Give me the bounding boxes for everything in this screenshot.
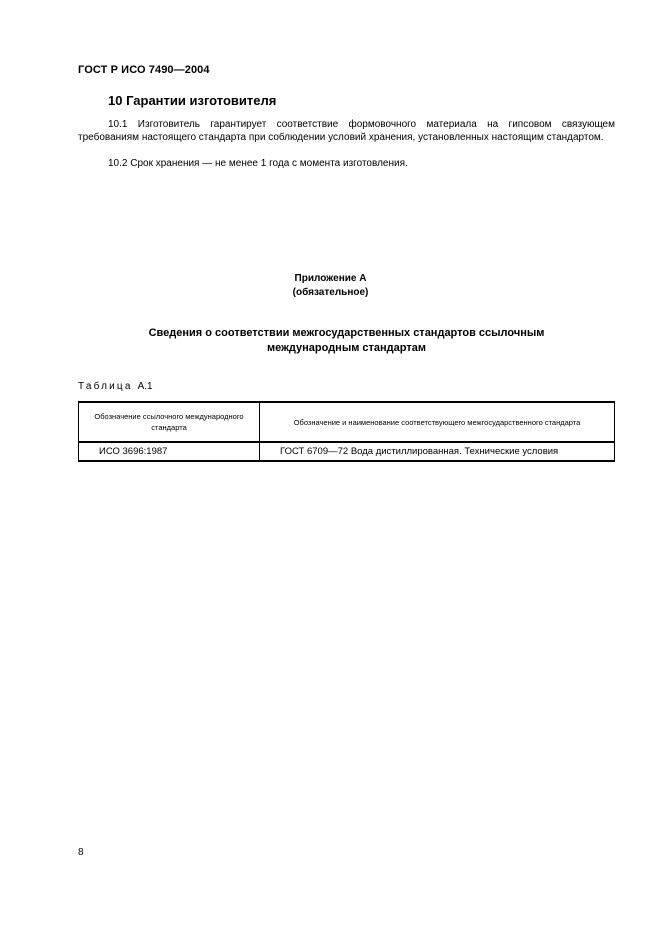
table-label [78, 381, 153, 392]
annex-label: Приложение А [294, 273, 367, 284]
table-header-interstate: Обозначение и наименование соответствующего межгосударственного стандарта [260, 402, 615, 442]
page-number: 8 [78, 847, 84, 858]
table-header-row [79, 402, 615, 442]
table-label-prefix: Таблица [78, 381, 133, 392]
table-header-international: Обозначение ссылочного международного стандарта [79, 402, 260, 442]
section-title: 10 Гарантии изготовителя [108, 93, 277, 108]
annex-heading-line-1: Сведения о соответствии межгосударственных стандартов ссылочным [148, 327, 545, 339]
table-label-number: А.1 [137, 381, 153, 392]
annex-status: (обязательное) [292, 287, 369, 298]
paragraph-10-1: 10.1 Изготовитель гарантирует соответствие формовочного материала на гипсовом связующем требованиям настоящего стандарта при соблюдении условий хранения, установленных настоящим стандартом. [78, 119, 615, 143]
standards-correspondence-table [78, 401, 615, 462]
table-cell-interstate-standard: ГОСТ 6709—72 Вода дистиллированная. Технические условия [260, 442, 615, 461]
table-row [79, 442, 615, 461]
annex-heading-line-2: международным стандартам [267, 342, 426, 354]
paragraph-10-2: 10.2 Срок хранения — не менее 1 года с момента изготовления. [108, 158, 408, 169]
table-cell-international-standard: ИСО 3696:1987 [79, 442, 260, 461]
annex-heading [78, 326, 615, 356]
document-code: ГОСТ Р ИСО 7490—2004 [78, 64, 210, 76]
